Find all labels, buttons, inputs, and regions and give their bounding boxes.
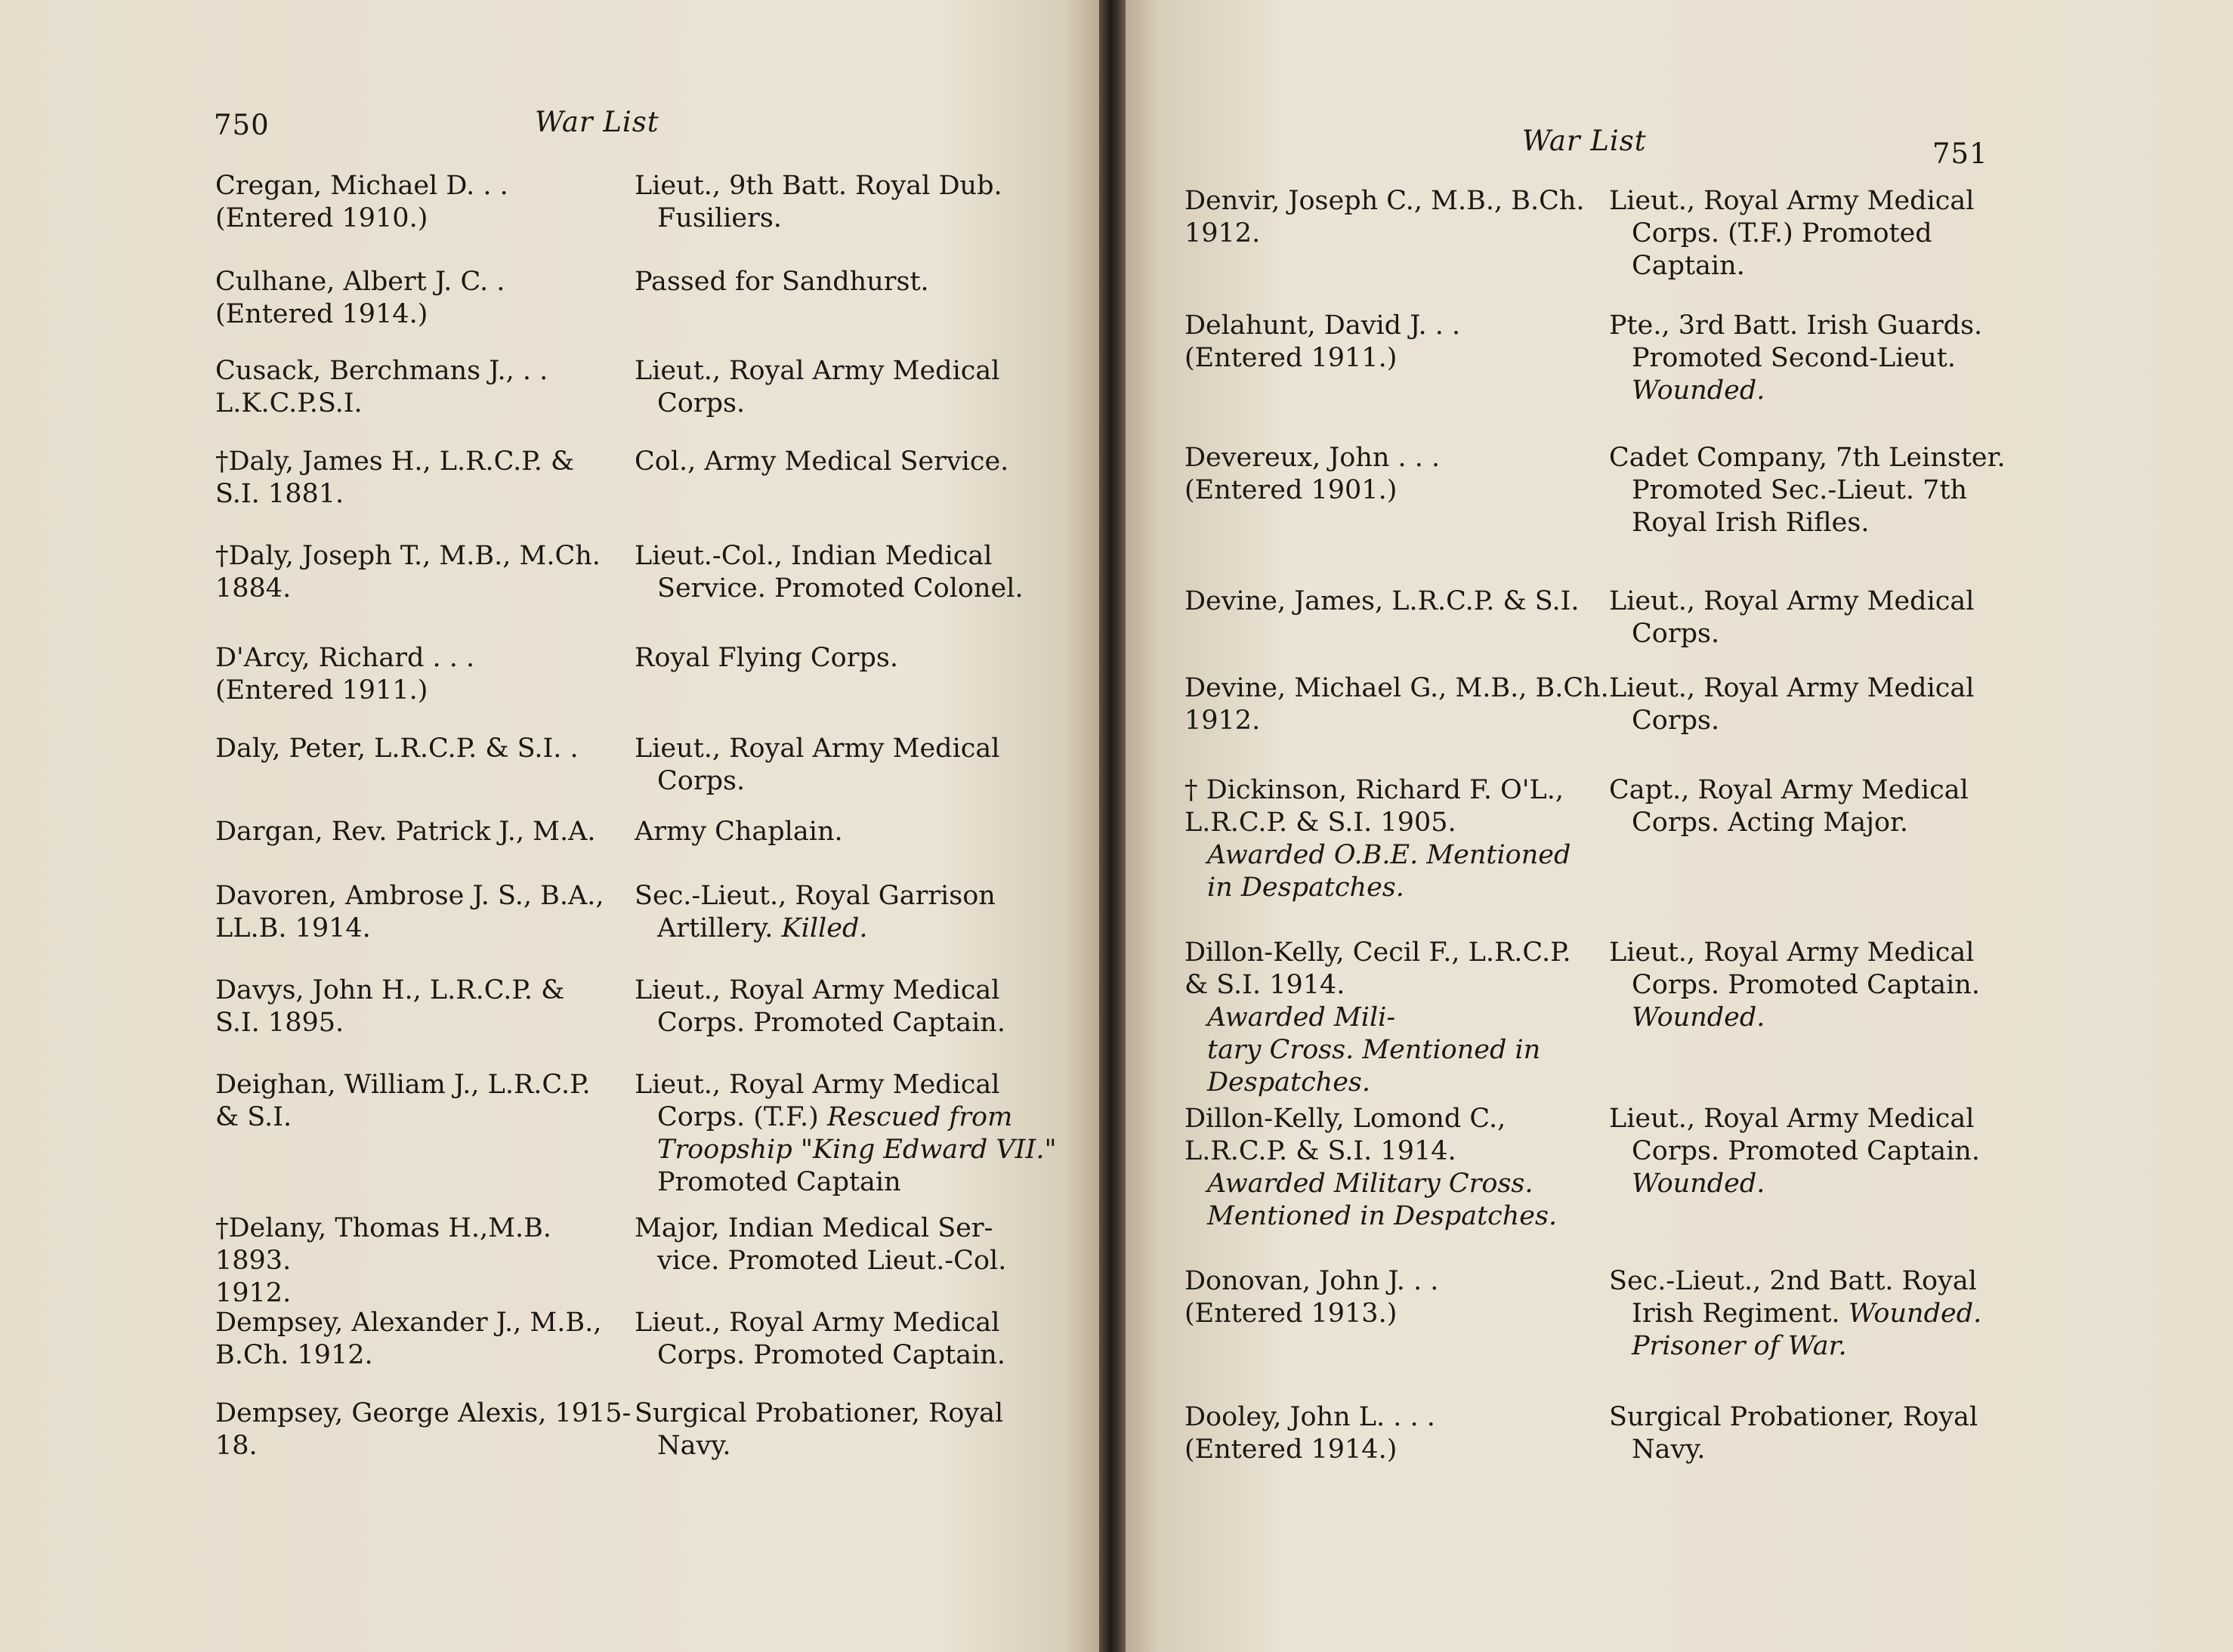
entry-name — [215, 540, 635, 605]
entry-name — [215, 446, 635, 511]
entry-service-text: Lieut., Royal Army Medical Corps. — [635, 356, 1000, 418]
list-item — [215, 1307, 1065, 1372]
entry-name — [215, 816, 635, 848]
entry-service-text: Lieut., Royal Army Medical Corps. Promoted Captain. — [1609, 937, 1980, 1000]
entry-service — [635, 1069, 1065, 1199]
entry-service — [635, 1212, 1065, 1310]
entry-service-text: Pte., 3rd Batt. Irish Guards. Promoted Second-Lieut. — [1609, 310, 1983, 373]
entry-name — [1184, 585, 1609, 650]
entry-name-text: Daly, Peter, L.R.C.P. & S.I. . — [215, 733, 579, 764]
entry-name-text: Denvir, Joseph C., M.B., B.Ch. 1912. — [1184, 186, 1585, 249]
entry-service — [1609, 1103, 2040, 1233]
entry-name — [215, 733, 635, 798]
entry-service — [1609, 1401, 2040, 1466]
entry-service-note: Wounded. — [1632, 1002, 1765, 1033]
entry-name — [1184, 1265, 1609, 1363]
entry-service — [1609, 774, 2040, 904]
entry-service-text: Lieut., Royal Army Medical Corps. (T.F.) Promoted Captain. — [1609, 186, 1975, 281]
entry-name-text: †Daly, James H., L.R.C.P. & S.I. 1881. — [215, 446, 575, 509]
entry-name — [1184, 185, 1609, 283]
entry-service — [635, 733, 1065, 798]
list-item — [1184, 185, 2040, 283]
entry-service — [635, 170, 1065, 235]
entry-service-text: Lieut., Royal Army Medical Corps. (T.F.) — [635, 1070, 1000, 1132]
entry-service-note: Killed. — [781, 913, 868, 943]
entry-name-text: †Delany, Thomas H.,M.B. 1893. 1912. — [215, 1213, 551, 1308]
entry-name — [215, 1069, 635, 1199]
entry-name — [215, 642, 635, 707]
entry-name-text: Dempsey, George Alexis, 1915- 18. — [215, 1398, 632, 1461]
entry-name — [1184, 310, 1609, 407]
entry-name-text: Delahunt, David J. . . (Entered 1911.) — [1184, 310, 1461, 373]
entry-service-text: Major, Indian Medical Ser- vice. Promoted Lieut.-Col. — [635, 1213, 1007, 1276]
entry-service — [1609, 1265, 2040, 1363]
list-item — [1184, 1401, 2040, 1466]
entry-name-text: Dillon-Kelly, Cecil F., L.R.C.P. & S.I. 1914. — [1184, 937, 1571, 1000]
entry-name-text: Cusack, Berchmans J., . . L.K.C.P.S.I. — [215, 356, 548, 418]
entry-service — [1609, 442, 2040, 539]
list-item — [1184, 310, 2040, 407]
entry-name-text: Deighan, William J., L.R.C.P. & S.I. — [215, 1070, 591, 1132]
entry-service-text: Lieut., Royal Army Medical Corps. — [1609, 673, 1975, 736]
list-item — [215, 1069, 1065, 1199]
entry-name — [1184, 1401, 1609, 1466]
entry-service-note: Wounded. — [1632, 1169, 1765, 1199]
entry-name — [215, 1307, 635, 1372]
entry-service — [1609, 937, 2040, 1099]
entry-service — [635, 880, 1065, 945]
list-item — [215, 642, 1065, 707]
entry-name — [215, 974, 635, 1039]
entry-name-note: Awarded Mili- tary Cross. Mentioned in Despatches. — [1207, 1002, 1541, 1098]
entry-service — [1609, 310, 2040, 407]
entry-service-text: Surgical Probationer, Royal Navy. — [635, 1398, 1004, 1461]
entry-service-text: Capt., Royal Army Medical Corps. Acting Major. — [1609, 775, 1969, 838]
entry-name-text: Devine, Michael G., M.B., B.Ch. 1912. — [1184, 673, 1609, 736]
list-item — [215, 1212, 1065, 1310]
entry-name-note: Awarded O.B.E. Mentioned in Despatches. — [1207, 840, 1571, 903]
entry-service-text: Lieut., Royal Army Medical Corps. Promoted Captain. — [635, 1308, 1005, 1370]
entry-name-text: Donovan, John J. . . (Entered 1913.) — [1184, 1266, 1439, 1329]
list-item — [1184, 1103, 2040, 1233]
page-title: War List — [1522, 125, 1647, 157]
entry-service — [1609, 585, 2040, 650]
entry-service-text: Cadet Company, 7th Leinster. Promoted Sec.-Lieut. 7th Royal Irish Rifles. — [1609, 443, 2006, 538]
entry-service — [635, 1397, 1065, 1462]
entry-service-text: Sec.-Lieut., Royal Garrison Artillery. — [635, 881, 996, 943]
list-item — [215, 266, 1065, 331]
list-item — [1184, 937, 2040, 1099]
entry-name — [1184, 1103, 1609, 1233]
entry-service — [1609, 672, 2040, 737]
entry-service — [635, 974, 1065, 1039]
list-item — [1184, 774, 2040, 904]
list-item — [1184, 672, 2040, 737]
list-item — [215, 1397, 1065, 1462]
list-item — [1184, 585, 2040, 650]
entry-service-text: Sec.-Lieut., 2nd Batt. Royal Irish Regiment. — [1609, 1266, 1977, 1329]
entry-service-note: Wounded. Prisoner of War. — [1632, 1298, 1982, 1361]
entry-name — [215, 355, 635, 420]
list-item — [215, 446, 1065, 511]
entry-service-text: Lieut.-Col., Indian Medical Service. Promoted Colonel. — [635, 541, 1024, 604]
entry-service — [635, 355, 1065, 420]
page-title: War List — [535, 106, 659, 138]
entry-name — [215, 170, 635, 235]
book-gutter — [1099, 0, 1126, 1652]
entry-name-note: Awarded Military Cross. Mentioned in Despatches. — [1207, 1169, 1558, 1231]
entry-service — [635, 1307, 1065, 1372]
entry-name-text: Cregan, Michael D. . . (Entered 1910.) — [215, 171, 508, 233]
entry-name — [1184, 672, 1609, 737]
page-number: 750 — [214, 109, 270, 141]
list-item — [215, 733, 1065, 798]
entry-service-text: Passed for Sandhurst. — [635, 267, 929, 297]
entry-name-text: Davys, John H., L.R.C.P. & S.I. 1895. — [215, 975, 565, 1038]
entry-service-text: Army Chaplain. — [635, 817, 843, 847]
entry-service-text: Royal Flying Corps. — [635, 643, 898, 673]
entry-name — [215, 266, 635, 331]
entry-name-text: Dargan, Rev. Patrick J., M.A. — [215, 817, 596, 847]
entry-name — [1184, 774, 1609, 904]
entry-service — [635, 446, 1065, 511]
entry-service-note: Rescued from Troopship "King Edward VII." — [657, 1102, 1057, 1165]
entry-name — [1184, 442, 1609, 539]
entry-service-text: Lieut., Royal Army Medical Corps. — [1609, 586, 1975, 649]
entry-service-note: Wounded. — [1632, 375, 1765, 406]
entry-name-text: Dempsey, Alexander J., M.B., B.Ch. 1912. — [215, 1308, 602, 1370]
entry-service-tail: Promoted Captain — [657, 1167, 901, 1197]
list-item — [1184, 442, 2040, 539]
entry-service-text: Lieut., Royal Army Medical Corps. Promoted Captain. — [1609, 1104, 1980, 1166]
entry-name — [215, 1212, 635, 1310]
entry-service — [635, 642, 1065, 707]
entry-name-text: Devereux, John . . . (Entered 1901.) — [1184, 443, 1441, 505]
entry-name — [215, 880, 635, 945]
entry-name-text: Davoren, Ambrose J. S., B.A., LL.B. 1914. — [215, 881, 604, 943]
list-item — [215, 170, 1065, 235]
list-item — [1184, 1265, 2040, 1363]
entry-name-text: Culhane, Albert J. C. . (Entered 1914.) — [215, 267, 505, 329]
entry-name — [1184, 937, 1609, 1099]
entry-name-text: † Dickinson, Richard F. O'L., L.R.C.P. & S.I. 1905. — [1184, 775, 1564, 838]
list-item — [215, 540, 1065, 605]
list-item — [215, 974, 1065, 1039]
entry-service — [635, 816, 1065, 848]
entry-service-text: Lieut., Royal Army Medical Corps. — [635, 733, 1000, 796]
entry-service — [635, 266, 1065, 331]
entry-service-text: Surgical Probationer, Royal Navy. — [1609, 1402, 1978, 1465]
entry-service-text: Lieut., Royal Army Medical Corps. Promoted Captain. — [635, 975, 1005, 1038]
entry-name-text: Devine, James, L.R.C.P. & S.I. — [1184, 586, 1580, 616]
entry-name-text: Dooley, John L. . . . (Entered 1914.) — [1184, 1402, 1435, 1465]
list-item — [215, 355, 1065, 420]
list-item — [215, 880, 1065, 945]
entry-service — [1609, 185, 2040, 283]
entry-name-text: Dillon-Kelly, Lomond C., L.R.C.P. & S.I. 1914. — [1184, 1104, 1506, 1166]
right-page — [1126, 0, 2233, 1652]
entry-name-text: D'Arcy, Richard . . . (Entered 1911.) — [215, 643, 475, 706]
entry-service — [635, 540, 1065, 605]
list-item — [215, 816, 1065, 848]
left-page — [0, 0, 1099, 1652]
entry-service-text: Lieut., 9th Batt. Royal Dub. Fusiliers. — [635, 171, 1002, 233]
page-number: 751 — [1932, 137, 1988, 170]
entry-service-text: Col., Army Medical Service. — [635, 446, 1009, 477]
entry-name-text: †Daly, Joseph T., M.B., M.Ch. 1884. — [215, 541, 601, 604]
entry-name — [215, 1397, 635, 1462]
